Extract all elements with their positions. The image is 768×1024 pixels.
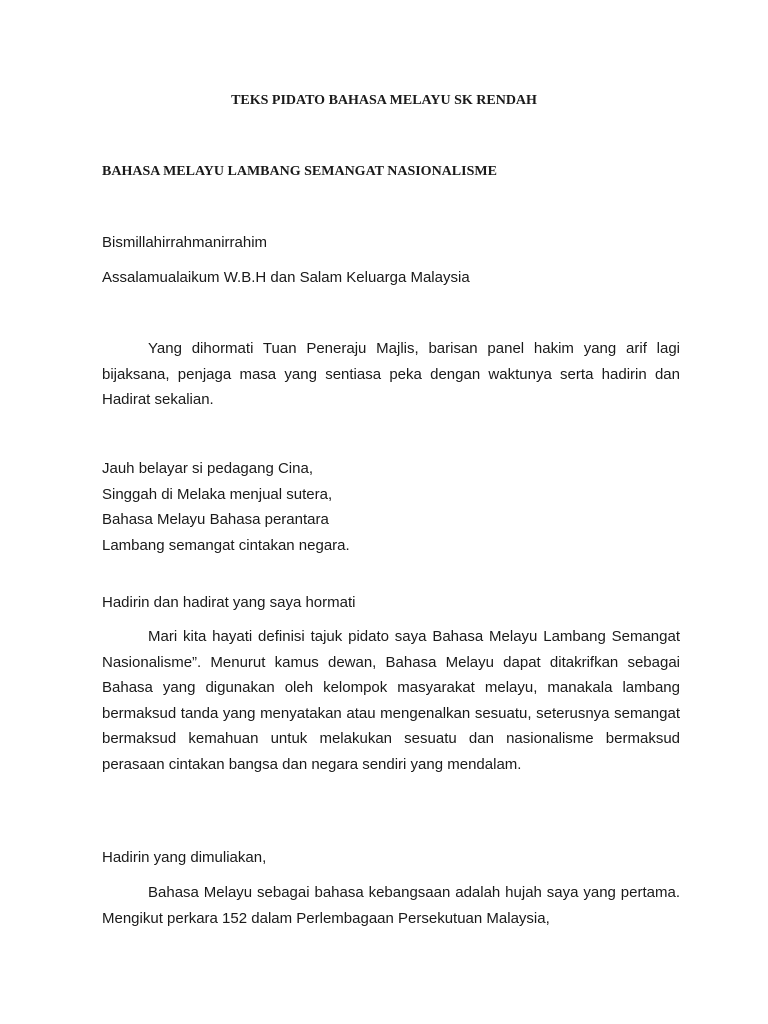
pantun-line: Bahasa Melayu Bahasa perantara (102, 511, 329, 529)
argument-paragraph: Bahasa Melayu sebagai bahasa kebangsaan adalah hujah saya yang pertama. Mengikut perkara 152 dalam Perlembagaan Persekutuan Malaysia, (102, 884, 680, 927)
document-title: TEKS PIDATO BAHASA MELAYU SK RENDAH (231, 93, 537, 108)
pantun-line: Jauh belayar si pedagang Cina, (102, 460, 313, 477)
opening-line-bismillah: Bismillahirrahmanirrahim (102, 234, 268, 251)
pantun-line: Lambang semangat cintakan negara. (102, 536, 350, 554)
pantun-line: Singgah di Melaka menjual sutera, (102, 485, 333, 503)
definition-paragraph: Mari kita hayati definisi tajuk pidato saya Bahasa Melayu Lambang Semangat Nasionalisme”. Menurut kamus dewan, Bahasa Melayu dapat ditakrifkan sebagai Bahasa yang digunakan oleh kelompok masyarakat melayu, manakala lambang bermaksud tanda yang menyatakan atau mengenalkan sesuatu, seterusnya semangat bermaksud kemahuan untuk melakukan sesuatu dan nasionalisme bermaksud perasaan cintakan bangsa dan negara sendiri yang mendalam. (102, 628, 680, 773)
address-line: Hadirin yang dimuliakan, (102, 849, 267, 866)
greeting-paragraph: Yang dihormati Tuan Peneraju Majlis, barisan panel hakim yang arif lagi bijaksana, penjaga masa yang sentiasa peka dengan waktunya serta hadirin dan Hadirat sekalian. (102, 340, 680, 408)
pantun-verse (102, 456, 350, 558)
speech-topic-heading: BAHASA MELAYU LAMBANG SEMANGAT NASIONALISME (102, 164, 497, 179)
address-line: Hadirin dan hadirat yang saya hormati (102, 594, 356, 611)
opening-line-salam: Assalamualaikum W.B.H dan Salam Keluarga Malaysia (102, 269, 470, 286)
